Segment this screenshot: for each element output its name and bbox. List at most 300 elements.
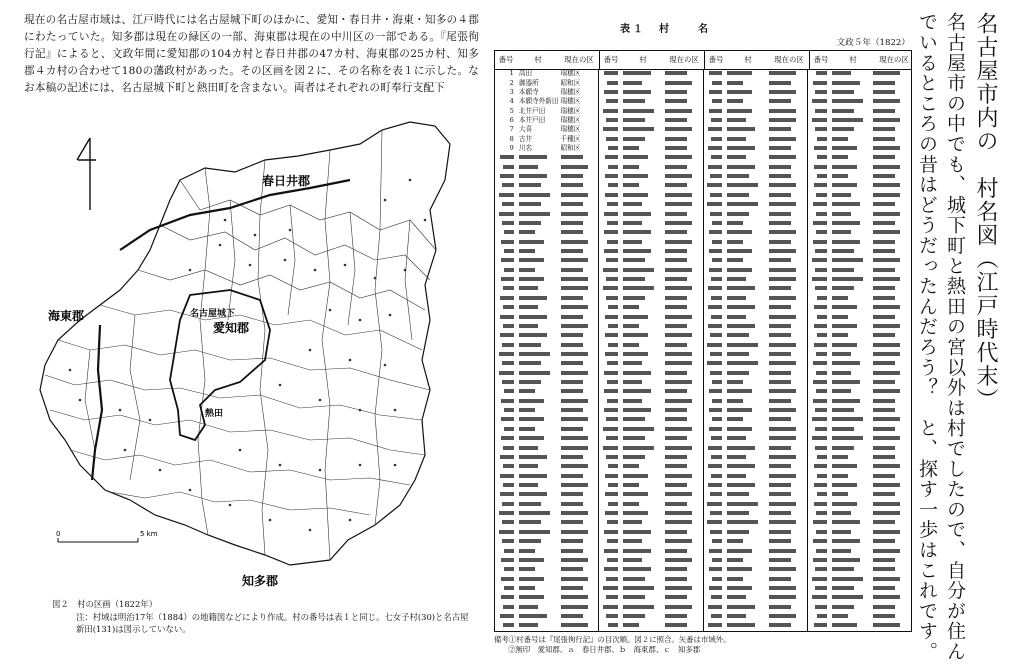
- row-village: [725, 275, 767, 284]
- row-village: [517, 509, 559, 518]
- row-village: [621, 537, 663, 546]
- placeholder-text: [561, 258, 588, 262]
- table-row: [495, 406, 598, 415]
- placeholder-text: [727, 577, 743, 581]
- placeholder-text: [504, 268, 514, 272]
- region-aichi: 愛知郡: [213, 321, 250, 335]
- placeholder-text: [623, 183, 639, 187]
- row-number: [808, 284, 830, 293]
- table-row: [495, 153, 598, 162]
- village-marker: [349, 359, 352, 362]
- row-number: [495, 238, 517, 247]
- table-row: [704, 621, 807, 630]
- village-marker: [394, 409, 397, 412]
- table-row: [704, 200, 807, 209]
- placeholder-text: [769, 474, 796, 478]
- row-ward: [559, 238, 599, 247]
- table-row: [704, 294, 807, 303]
- table-row: [495, 443, 598, 452]
- placeholder-text: [873, 558, 895, 562]
- placeholder-text: [502, 183, 514, 187]
- table-row: [704, 593, 807, 602]
- placeholder-text: [561, 324, 588, 328]
- row-village: [725, 565, 767, 574]
- table-row: [599, 434, 702, 443]
- placeholder-text: [873, 324, 900, 328]
- row-village: [621, 350, 663, 359]
- placeholder-text: [873, 315, 895, 319]
- row-village: [725, 125, 767, 134]
- table-row: [599, 237, 702, 246]
- placeholder-text: [665, 109, 692, 113]
- placeholder-text: [813, 558, 827, 562]
- row-village: [517, 472, 559, 481]
- placeholder-text: [832, 305, 857, 309]
- row-ward: [871, 331, 911, 340]
- placeholder-text: [665, 427, 692, 431]
- placeholder-text: [501, 558, 514, 562]
- placeholder-text: [623, 193, 648, 197]
- placeholder-text: [832, 277, 863, 281]
- placeholder-text: [519, 202, 541, 206]
- row-number: [808, 331, 830, 340]
- row-village: [725, 481, 767, 490]
- placeholder-text: [709, 249, 722, 253]
- placeholder-text: [665, 193, 692, 197]
- row-ward: [767, 621, 807, 630]
- row-village: [517, 444, 559, 453]
- row-ward: [767, 172, 807, 181]
- placeholder-text: [873, 549, 900, 553]
- placeholder-text: [606, 417, 618, 421]
- placeholder-text: [503, 324, 514, 328]
- row-ward: [663, 406, 703, 415]
- placeholder-text: [519, 193, 550, 197]
- table-row: [704, 387, 807, 396]
- placeholder-text: [665, 595, 687, 599]
- row-ward: [559, 500, 599, 509]
- row-village: [517, 219, 559, 228]
- row-ward: [767, 593, 807, 602]
- table-row: [495, 191, 598, 200]
- row-number: [808, 387, 830, 396]
- row-village: [830, 341, 872, 350]
- row-village: [830, 125, 872, 134]
- table-row: [808, 153, 911, 162]
- placeholder-text: [873, 183, 900, 187]
- row-number: [704, 219, 726, 228]
- row-village: [621, 481, 663, 490]
- placeholder-text: [561, 614, 583, 618]
- placeholder-text: [623, 549, 651, 553]
- table-row: [808, 546, 911, 555]
- table-row: [599, 191, 702, 200]
- row-village: [621, 163, 663, 172]
- row-village: [830, 294, 872, 303]
- placeholder-text: [623, 605, 654, 609]
- row-ward: [663, 415, 703, 424]
- placeholder-text: [561, 296, 583, 300]
- row-village: 川名: [518, 144, 533, 153]
- row-number: [808, 556, 830, 565]
- row-ward: [559, 153, 599, 162]
- row-ward: [663, 228, 703, 237]
- placeholder-text: [607, 380, 618, 384]
- row-village: [517, 547, 559, 556]
- placeholder-text: [832, 446, 854, 450]
- row-ward: [871, 359, 911, 368]
- placeholder-text: [500, 333, 514, 337]
- placeholder-text: [499, 371, 514, 375]
- row-number: [495, 556, 517, 565]
- row-number: [704, 462, 726, 471]
- table-row: [808, 565, 911, 574]
- row-ward: [559, 406, 599, 415]
- placeholder-text: [709, 586, 722, 590]
- row-ward: [871, 350, 911, 359]
- placeholder-text: [813, 520, 827, 524]
- placeholder-text: [500, 614, 514, 618]
- placeholder-text: [873, 577, 900, 581]
- placeholder-text: [832, 127, 854, 131]
- placeholder-text: [561, 352, 588, 356]
- row-number: [808, 547, 830, 556]
- table-row: [495, 397, 598, 406]
- placeholder-text: [503, 483, 514, 487]
- table-row: [495, 163, 598, 172]
- placeholder-text: [623, 296, 645, 300]
- placeholder-text: [873, 202, 895, 206]
- table-row: [599, 574, 702, 583]
- placeholder-text: [708, 165, 722, 169]
- placeholder-text: [519, 165, 538, 169]
- row-number: [599, 575, 621, 584]
- placeholder-text: [519, 249, 535, 253]
- row-number: [704, 228, 726, 237]
- placeholder-text: [832, 558, 860, 562]
- placeholder-text: [769, 146, 791, 150]
- placeholder-text: [727, 567, 752, 571]
- row-number: [704, 284, 726, 293]
- placeholder-text: [873, 277, 900, 281]
- row-ward: [767, 425, 807, 434]
- row-ward: [767, 135, 807, 144]
- region-atsuta: 熱田: [205, 409, 224, 419]
- placeholder-text: [502, 502, 514, 506]
- placeholder-text: [561, 361, 583, 365]
- placeholder-text: [873, 99, 900, 103]
- table-row: [599, 500, 702, 509]
- table-row: [704, 106, 807, 115]
- placeholder-text: [769, 567, 796, 571]
- row-village: [517, 556, 559, 565]
- placeholder-text: [873, 361, 895, 365]
- placeholder-text: [873, 502, 900, 506]
- village-marker: [284, 259, 287, 262]
- row-ward: [663, 275, 703, 284]
- table-row: [495, 518, 598, 527]
- table-row: [808, 135, 911, 144]
- row-village: [621, 97, 663, 106]
- row-number: [599, 256, 621, 265]
- placeholder-text: [608, 343, 618, 347]
- table-row: [808, 284, 911, 293]
- placeholder-text: [607, 240, 618, 244]
- row-number: [495, 603, 517, 612]
- row-village: [517, 200, 559, 209]
- placeholder-text: [832, 183, 857, 187]
- table-row: [704, 518, 807, 527]
- row-ward: [871, 462, 911, 471]
- placeholder-text: [727, 193, 749, 197]
- placeholder-text: [727, 417, 743, 421]
- row-ward: [663, 490, 703, 499]
- table-row: [808, 415, 911, 424]
- row-village: [725, 378, 767, 387]
- row-ward: [767, 462, 807, 471]
- placeholder-text: [603, 109, 618, 113]
- placeholder-text: [519, 539, 541, 543]
- row-village: [830, 603, 872, 612]
- row-ward: [663, 153, 703, 162]
- placeholder-text: [710, 511, 722, 515]
- placeholder-text: [815, 127, 827, 131]
- row-ward: 瑞穂区: [560, 125, 581, 134]
- placeholder-text: [711, 614, 722, 618]
- row-village: 北井戸田: [518, 106, 546, 115]
- row-number: [704, 500, 726, 509]
- row-ward: [871, 163, 911, 172]
- placeholder-text: [727, 427, 752, 431]
- row-village: [830, 575, 872, 584]
- placeholder-text: [769, 240, 791, 244]
- row-ward: [767, 238, 807, 247]
- row-number: [808, 210, 830, 219]
- placeholder-text: [605, 315, 618, 319]
- row-village: [517, 369, 559, 378]
- row-number: [599, 481, 621, 490]
- placeholder-text: [623, 109, 654, 113]
- row-village: [830, 275, 872, 284]
- placeholder-text: [623, 371, 651, 375]
- row-village: [725, 425, 767, 434]
- placeholder-text: [605, 352, 618, 356]
- table-row: [495, 369, 598, 378]
- row-ward: [871, 341, 911, 350]
- table-row: [599, 284, 702, 293]
- row-village: [517, 621, 559, 630]
- row-number: [704, 425, 726, 434]
- row-ward: [871, 275, 911, 284]
- row-village: [517, 228, 559, 237]
- placeholder-text: [769, 623, 791, 627]
- row-number: [495, 219, 517, 228]
- placeholder-text: [814, 464, 827, 468]
- row-ward: [767, 547, 807, 556]
- table-row: [495, 415, 598, 424]
- row-village: [725, 603, 767, 612]
- row-village: [725, 593, 767, 602]
- row-number: [599, 200, 621, 209]
- placeholder-text: [769, 90, 796, 94]
- row-village: [621, 575, 663, 584]
- row-village: [621, 284, 663, 293]
- header-village: 村: [744, 55, 752, 64]
- placeholder-text: [519, 343, 541, 347]
- row-number: [599, 331, 621, 340]
- row-number: [808, 228, 830, 237]
- placeholder-text: [873, 614, 895, 618]
- placeholder-text: [727, 408, 752, 412]
- row-number: 6: [509, 115, 514, 124]
- placeholder-text: [519, 296, 547, 300]
- table-row: [599, 378, 702, 387]
- placeholder-text: [873, 389, 900, 393]
- header-village: 村: [849, 55, 857, 64]
- placeholder-text: [710, 352, 722, 356]
- row-village: [517, 612, 559, 621]
- placeholder-text: [769, 71, 796, 75]
- row-number: [808, 472, 830, 481]
- placeholder-text: [816, 230, 827, 234]
- placeholder-text: [769, 193, 791, 197]
- row-number: [495, 621, 517, 630]
- row-ward: [559, 481, 599, 490]
- row-ward: [663, 462, 703, 471]
- placeholder-text: [727, 502, 758, 506]
- row-village: [621, 313, 663, 322]
- village-marker: [124, 449, 127, 452]
- row-village: [621, 247, 663, 256]
- row-number: [599, 369, 621, 378]
- scale-label: 5 km: [140, 530, 158, 538]
- row-ward: [767, 528, 807, 537]
- row-number: [704, 434, 726, 443]
- table-row: [495, 602, 598, 611]
- table-row: [808, 69, 911, 78]
- row-village: [725, 88, 767, 97]
- placeholder-text: [832, 81, 860, 85]
- placeholder-text: [607, 399, 618, 403]
- placeholder-text: [769, 352, 791, 356]
- row-village: 御器所: [518, 78, 539, 87]
- placeholder-text: [817, 492, 827, 496]
- placeholder-text: [519, 174, 547, 178]
- row-village: [517, 434, 559, 443]
- row-ward: [767, 69, 807, 78]
- table-row: [704, 228, 807, 237]
- row-number: [808, 135, 830, 144]
- table-row: [599, 602, 702, 611]
- table-row: [495, 284, 598, 293]
- placeholder-text: [769, 446, 791, 450]
- placeholder-text: [814, 183, 827, 187]
- row-village: [621, 556, 663, 565]
- row-ward: [663, 612, 703, 621]
- row-village: [725, 584, 767, 593]
- placeholder-text: [873, 174, 895, 178]
- header-num: 番号: [813, 55, 829, 64]
- row-village: [725, 163, 767, 172]
- row-number: [704, 415, 726, 424]
- placeholder-text: [519, 155, 547, 159]
- row-number: [599, 593, 621, 602]
- placeholder-text: [727, 492, 749, 496]
- table-row: [704, 397, 807, 406]
- row-village: [621, 69, 663, 78]
- placeholder-text: [817, 474, 827, 478]
- row-ward: [767, 359, 807, 368]
- row-number: [808, 163, 830, 172]
- placeholder-text: [832, 286, 854, 290]
- placeholder-text: [561, 464, 588, 468]
- row-number: [808, 144, 830, 153]
- row-ward: [871, 200, 911, 209]
- placeholder-text: [665, 511, 692, 515]
- row-number: [808, 584, 830, 593]
- placeholder-text: [607, 361, 618, 365]
- placeholder-text: [873, 492, 895, 496]
- row-number: [599, 556, 621, 565]
- placeholder-text: [561, 623, 588, 627]
- row-village: [830, 584, 872, 593]
- placeholder-text: [606, 436, 618, 440]
- row-ward: [871, 266, 911, 275]
- row-village: [621, 228, 663, 237]
- placeholder-text: [873, 380, 895, 384]
- row-number: [808, 397, 830, 406]
- placeholder-text: [502, 202, 514, 206]
- placeholder-text: [561, 549, 583, 553]
- row-village: [725, 453, 767, 462]
- placeholder-text: [665, 333, 692, 337]
- row-ward: [559, 275, 599, 284]
- row-number: [599, 116, 621, 125]
- row-village: [725, 238, 767, 247]
- row-village: [725, 181, 767, 190]
- placeholder-text: [561, 202, 583, 206]
- row-number: [599, 172, 621, 181]
- placeholder-text: [605, 174, 618, 178]
- table-row: [704, 500, 807, 509]
- placeholder-text: [519, 371, 550, 375]
- row-village: [621, 219, 663, 228]
- row-ward: [871, 116, 911, 125]
- placeholder-text: [711, 455, 722, 459]
- row-village: [725, 509, 767, 518]
- row-village: [725, 387, 767, 396]
- row-number: [599, 313, 621, 322]
- placeholder-text: [710, 371, 722, 375]
- row-village: [725, 200, 767, 209]
- row-ward: [871, 472, 911, 481]
- placeholder-text: [816, 371, 827, 375]
- row-number: 3: [509, 87, 514, 96]
- placeholder-text: [873, 118, 900, 122]
- village-marker: [269, 519, 272, 522]
- row-number: 9: [509, 144, 514, 153]
- placeholder-text: [812, 577, 827, 581]
- row-number: [495, 444, 517, 453]
- row-number: [599, 303, 621, 312]
- placeholder-text: [873, 539, 895, 543]
- table-row: [808, 556, 911, 565]
- placeholder-text: [816, 530, 827, 534]
- row-number: [808, 303, 830, 312]
- table-row: [704, 303, 807, 312]
- placeholder-text: [832, 174, 848, 178]
- placeholder-text: [817, 174, 827, 178]
